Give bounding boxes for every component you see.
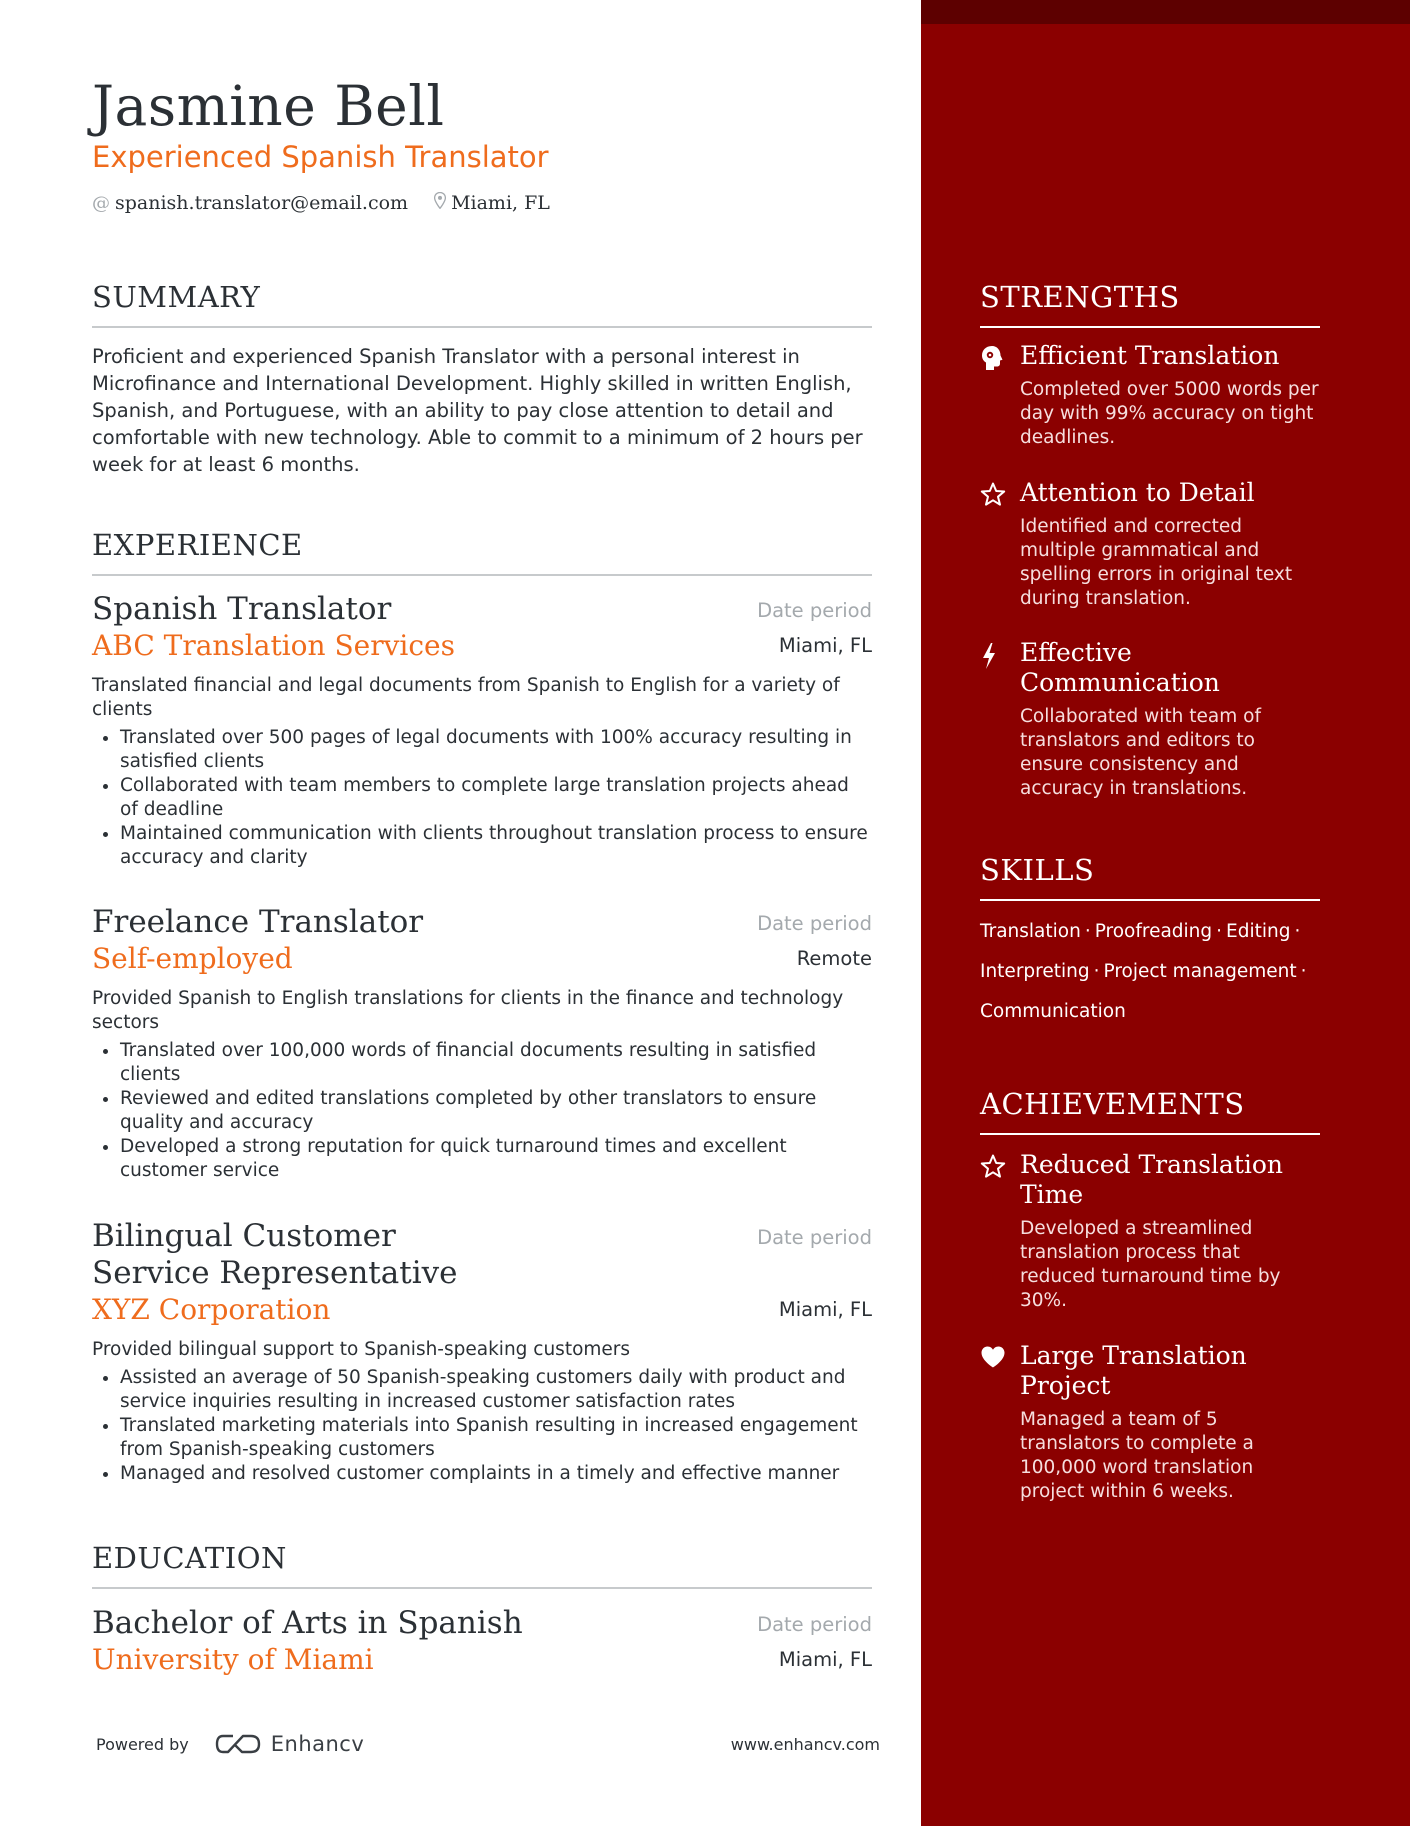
experience-item xyxy=(92,904,872,1183)
achievement-item xyxy=(980,1341,1320,1504)
skill-separator: · xyxy=(1084,921,1091,942)
job-location: Miami, FL xyxy=(778,634,872,657)
email-text: spanish.translator@email.com xyxy=(115,192,409,214)
education-degree: Bachelor of Arts in Spanish xyxy=(92,1605,523,1641)
skills-list xyxy=(980,912,1320,1032)
job-company: XYZ Corporation xyxy=(92,1293,331,1326)
job-bullet: • Maintained communication with clients throughout translation process to ensure accuracy and clarity xyxy=(120,822,872,870)
candidate-headline: Experienced Spanish Translator xyxy=(92,140,549,174)
powered-by xyxy=(96,1732,364,1756)
job-bullet: • Collaborated with team members to complete large translation projects ahead of deadline xyxy=(120,774,872,822)
strength-text: Completed over 5000 words per day with 99% accuracy on tight deadlines. xyxy=(1020,379,1319,448)
enhancv-logo-icon xyxy=(215,1732,261,1756)
skills-title: SKILLS xyxy=(980,853,1320,901)
job-role: Bilingual Customer Service Representative xyxy=(92,1218,458,1291)
job-bullet: • Translated over 100,000 words of financial documents resulting in satisfied clients xyxy=(120,1039,872,1087)
skill-separator: · xyxy=(1093,961,1100,982)
job-bullet: • Translated marketing materials into Spanish resulting in increased engagement from Spanish-speaking customers xyxy=(120,1414,872,1462)
job-bullets xyxy=(92,1366,872,1486)
experience-item xyxy=(92,1218,872,1486)
education-date: Date period xyxy=(757,1613,872,1636)
achievement-text: Developed a streamlined translation process that reduced turnaround time by 30%. xyxy=(1020,1218,1281,1311)
skill-item: Interpreting xyxy=(980,961,1090,982)
job-location: Remote xyxy=(796,947,872,970)
skill-item: Translation xyxy=(980,921,1081,942)
achievement-text: Managed a team of 5 translators to complete a 100,000 word translation project within 6 weeks. xyxy=(1020,1409,1254,1502)
skill-separator: · xyxy=(1294,921,1301,942)
strength-title: Effective Communication xyxy=(1020,638,1220,697)
job-description: Provided Spanish to English translations for clients in the finance and technology sectors xyxy=(92,988,844,1033)
job-bullets xyxy=(92,726,872,870)
job-location: Miami, FL xyxy=(778,1298,872,1321)
job-bullet: • Translated over 500 pages of legal documents with 100% accuracy resulting in satisfied clients xyxy=(120,726,872,774)
enhancv-logo[interactable] xyxy=(215,1732,365,1756)
skill-item: Communication xyxy=(980,1001,1126,1022)
education-title: EDUCATION xyxy=(92,1541,872,1589)
strength-title: Efficient Translation xyxy=(1020,341,1280,370)
summary-text: Proficient and experienced Spanish Translator with a personal interest in Microfinance and International Development. Highly skilled in written English, Spanish, and Portuguese, with an ability to pay close attention to detail and comfortable with new technology. Able to commit to a minimum of 2 hours per week for at least 6 months. xyxy=(92,345,863,476)
job-date: Date period xyxy=(757,912,872,935)
sidebar-top-bar xyxy=(921,0,1410,24)
skill-separator: · xyxy=(1300,961,1307,982)
strength-text: Identified and corrected multiple grammatical and spelling errors in original text during translation. xyxy=(1020,516,1293,609)
footer xyxy=(96,1732,880,1756)
job-bullet: • Developed a strong reputation for quick turnaround times and excellent customer service xyxy=(120,1135,872,1183)
job-bullets xyxy=(92,1039,872,1183)
job-company: Self-employed xyxy=(92,942,293,975)
experience-item xyxy=(92,591,872,870)
location-text: Miami, FL xyxy=(451,192,550,214)
strength-item xyxy=(980,478,1320,611)
education-school: University of Miami xyxy=(92,1643,374,1676)
job-date: Date period xyxy=(757,599,872,622)
job-company: ABC Translation Services xyxy=(92,629,455,662)
job-bullet: • Assisted an average of 50 Spanish-speaking customers daily with product and service inquiries resulting in increased customer satisfaction rates xyxy=(120,1366,872,1414)
job-bullet: • Managed and resolved customer complaints in a timely and effective manner xyxy=(120,1462,872,1486)
achievement-item xyxy=(980,1150,1320,1313)
education-location: Miami, FL xyxy=(778,1648,872,1671)
achievement-title: Large Translation Project xyxy=(1020,1341,1247,1400)
sidebar xyxy=(921,0,1410,1826)
contact-info xyxy=(92,192,576,214)
map-pin-icon xyxy=(434,192,446,214)
contact-location xyxy=(434,192,550,214)
heart-icon xyxy=(980,1341,1020,1504)
skill-item: Proofreading xyxy=(1094,921,1213,942)
website-link[interactable]: www.enhancv.com xyxy=(730,1734,880,1754)
powered-by-label: Powered by xyxy=(96,1734,189,1754)
job-bullet: • Reviewed and edited translations completed by other translators to ensure quality and accuracy xyxy=(120,1087,872,1135)
job-description: Translated financial and legal documents from Spanish to English for a variety of clients xyxy=(92,675,840,720)
achievement-title: Reduced Translation Time xyxy=(1020,1150,1284,1209)
contact-email[interactable] xyxy=(92,192,408,214)
job-date: Date period xyxy=(757,1226,872,1249)
job-role: Spanish Translator xyxy=(92,591,392,627)
skill-separator: · xyxy=(1216,921,1223,942)
lightning-icon xyxy=(980,638,1020,801)
at-icon: @ xyxy=(92,192,110,214)
skill-item: Editing xyxy=(1226,921,1291,942)
strength-text: Collaborated with team of translators and editors to ensure consistency and accuracy in translations. xyxy=(1020,706,1261,799)
candidate-name: Jasmine Bell xyxy=(92,74,445,138)
summary-title: SUMMARY xyxy=(92,280,872,328)
job-role: Freelance Translator xyxy=(92,904,424,940)
star-icon xyxy=(980,478,1020,611)
enhancv-brand: Enhancv xyxy=(270,1732,365,1756)
skill-item: Project management xyxy=(1103,961,1297,982)
job-description: Provided bilingual support to Spanish-speaking customers xyxy=(92,1339,631,1360)
education-item xyxy=(92,1605,872,1678)
experience-title: EXPERIENCE xyxy=(92,528,872,576)
brain-icon xyxy=(980,341,1020,450)
achievements-title: ACHIEVEMENTS xyxy=(980,1087,1320,1135)
strength-item xyxy=(980,341,1320,450)
strength-title: Attention to Detail xyxy=(1020,478,1255,507)
star-icon xyxy=(980,1150,1020,1313)
strength-item xyxy=(980,638,1320,801)
strengths-title: STRENGTHS xyxy=(980,280,1320,328)
